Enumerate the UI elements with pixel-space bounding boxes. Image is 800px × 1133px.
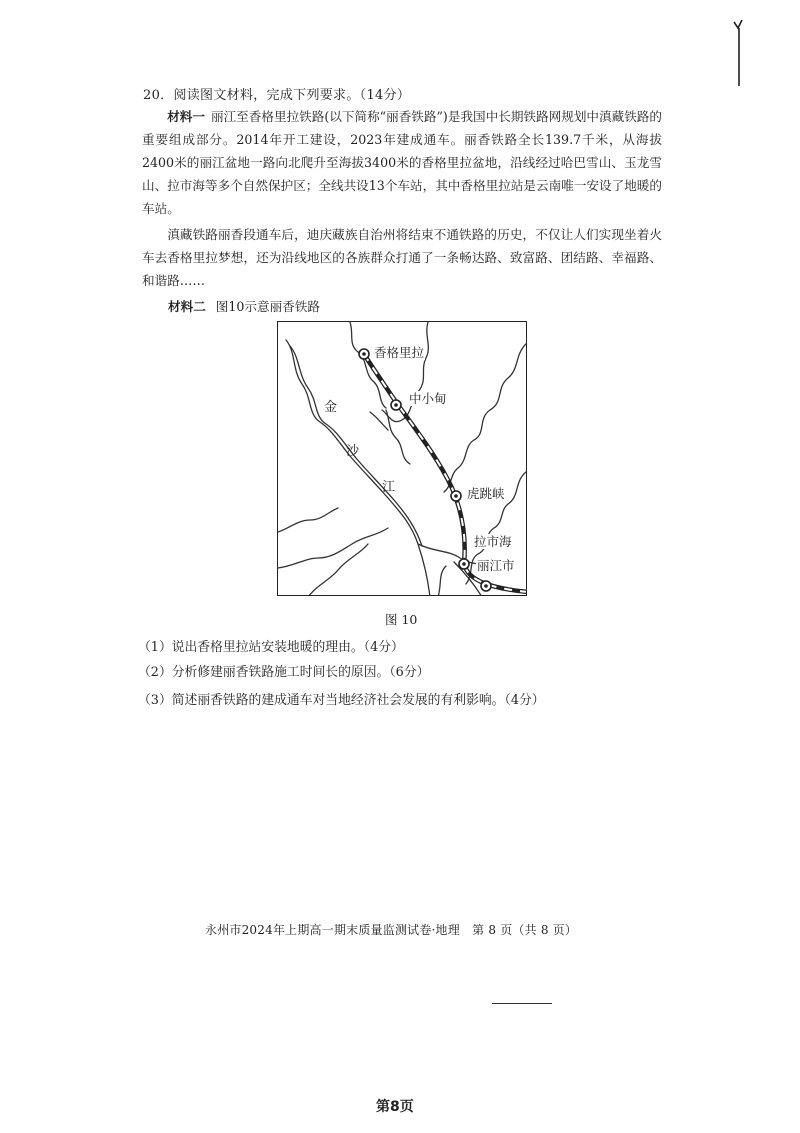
tributary <box>350 322 386 408</box>
subquestion-2: （2）分析修建丽香铁路施工时间长的原因。（6分） <box>138 665 430 680</box>
subquestion-3: （3）简述丽香铁路的建成通车对当地经济社会发展的有利影响。（4分） <box>138 693 545 708</box>
railway-map <box>277 321 527 596</box>
station-label-hutiaoxia: 虎跳峡 <box>467 486 505 501</box>
tributary <box>382 322 428 422</box>
station-markers <box>359 349 491 591</box>
station-label-shangri-la: 香格里拉 <box>374 345 425 360</box>
station-label-zhongxiaodian: 中小甸 <box>409 391 447 406</box>
material-one-text: 丽江至香格里拉铁路(以下简称“丽香铁路”)是我国中长期铁路网规划中滇藏铁路的重要组成部分。2014年开工建设，2023年建成通车。丽香铁路全长139.7千米，从海拔2400米的丽江盆地一路向北爬升至海拔3400米的香格里拉盆地，沿线经过哈巴雪山、玉龙雪山、拉市海等多个自然保护区；全线共设13个车站，其中香格里拉站是云南唯一安设了地暖的车站。 <box>142 109 662 216</box>
tributary <box>278 508 338 532</box>
station-centers <box>362 352 488 588</box>
railway-line <box>364 354 527 592</box>
material-two-caption <box>168 296 320 315</box>
station-label-lashihai: 拉市海 <box>474 534 512 549</box>
material-one-paragraph <box>142 105 662 220</box>
river-char-jin: 金 <box>324 400 338 415</box>
scan-mark-line <box>492 1003 552 1004</box>
figure-caption: 图 10 <box>385 612 418 627</box>
material-two-text: 图10示意丽香铁路 <box>215 299 320 314</box>
material-one-label: 材料一 <box>167 109 205 124</box>
page-footer: 永州市2024年上期高一期末质量监测试卷·地理 第 8 页（共 8 页） <box>205 923 578 937</box>
material-one-paragraph-two: 滇藏铁路丽香段通车后，迪庆藏族自治州将结束不通铁路的历史，不仅让人们实现坐着火车去香格里拉梦想，还为沿线地区的各族群众打通了一条畅达路、致富路、团结路、幸福路、和谐路…… <box>142 227 662 288</box>
river-char-sha: 沙 <box>346 444 360 459</box>
question-title: 20．阅读图文材料，完成下列要求。（14分） <box>143 88 411 103</box>
river-char-jiang: 江 <box>382 480 396 495</box>
tributary <box>438 566 446 596</box>
subquestion-1: （1）说出香格里拉站安装地暖的理由。（4分） <box>138 640 404 655</box>
station-label-lijiang: 丽江市 <box>477 558 515 573</box>
scan-edge-mark <box>732 16 746 88</box>
tributary <box>278 528 388 568</box>
map-drawing <box>278 322 527 596</box>
tributary <box>370 412 388 430</box>
material-two-label: 材料二 <box>168 299 206 314</box>
jinsha-river <box>286 340 430 596</box>
tributary <box>444 342 527 492</box>
page-number: 第8页 <box>376 1099 414 1115</box>
